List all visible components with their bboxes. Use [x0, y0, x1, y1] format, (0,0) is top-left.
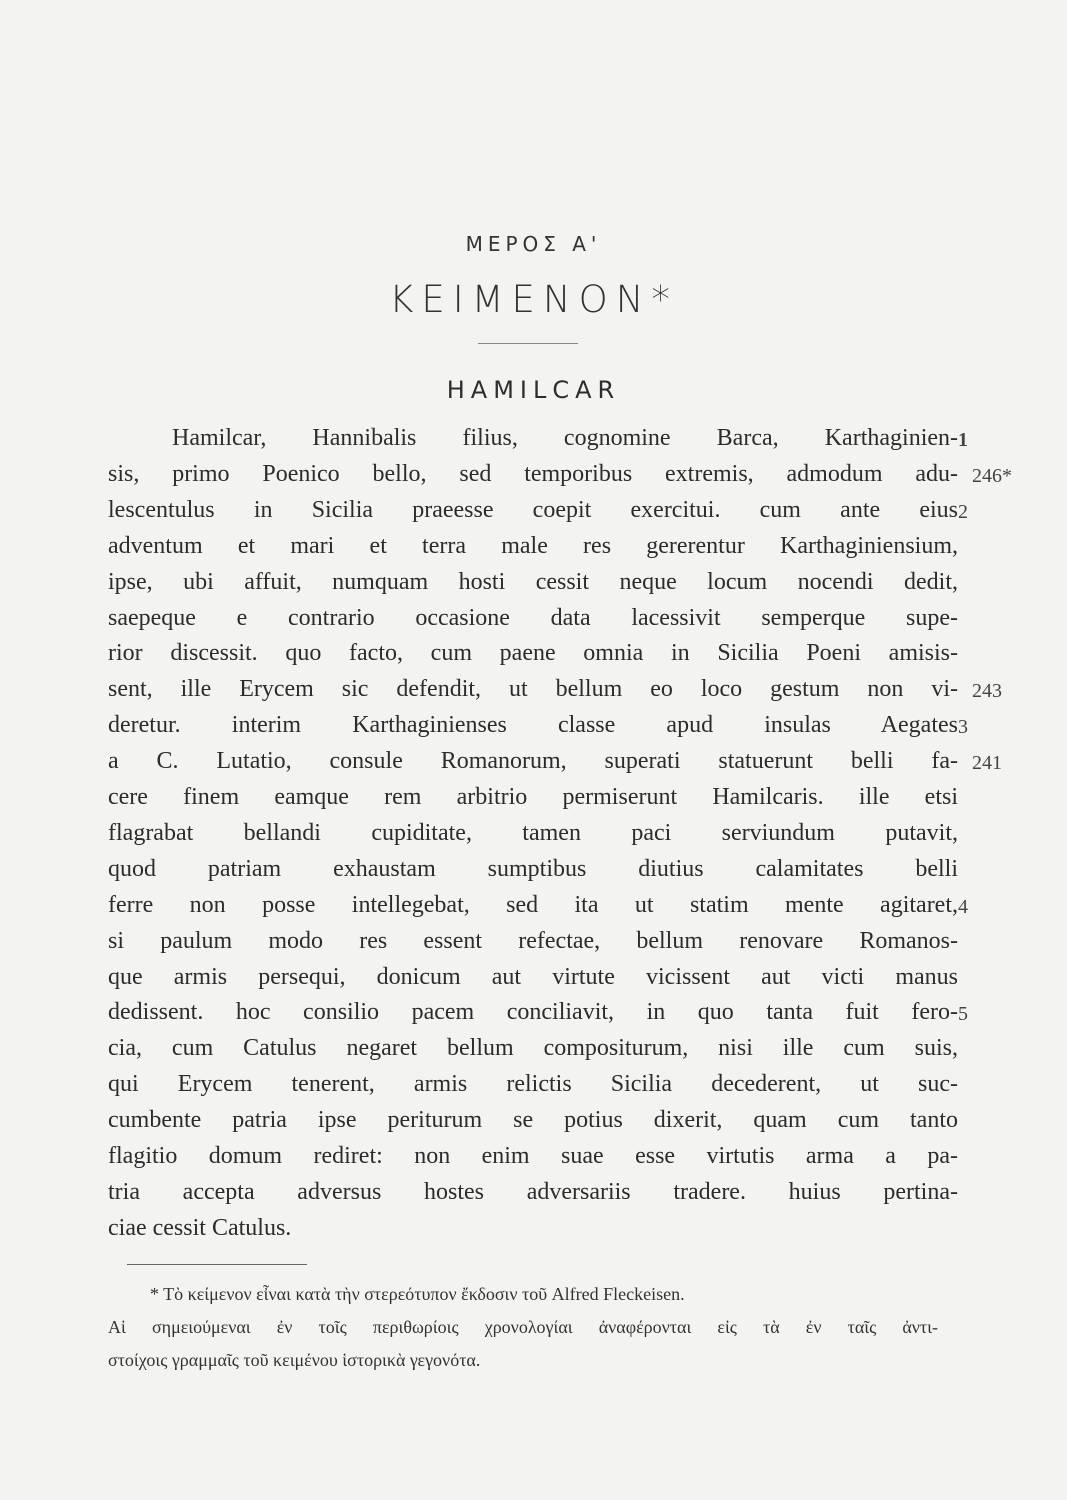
- text-line: deretur. interim Karthaginienses classe apud insulas Aegates: [108, 712, 958, 739]
- chapter-number: 2: [958, 500, 968, 523]
- text-line: Hamilcar, Hannibalis filius, cognomine Barca, Karthaginien-: [172, 425, 958, 451]
- chronology-marker: 243: [972, 680, 1002, 703]
- main-title: ΚΕΙΜΕΝΟΝ*: [389, 278, 678, 321]
- text-line: sis, primo Poenico bello, sed temporibus extremis, admodum adu-: [108, 460, 958, 487]
- chronology-marker: 246*: [972, 464, 1012, 487]
- chapter-number: 1: [958, 429, 968, 451]
- text-line: si paulum modo res essent refectae, bellum renovare Romanos-: [108, 927, 958, 954]
- text-line: quod patriam exhaustam sumptibus diutius calamitates belli: [108, 855, 958, 882]
- part-label: ΜΕΡΟΣ Α': [465, 232, 602, 256]
- footnote-line: * Τὸ κείμενον εἶναι κατὰ τὴν στερεότυπον ἔκδοσιν τοῦ Alfred Fleckeisen.: [150, 1284, 685, 1304]
- text-line: dedissent. hoc consilio pacem conciliavit, in quo tanta fuit fero-: [108, 999, 958, 1026]
- footnote-line: Αἱ σημειούμεναι ἐν τοῖς περιθωρίοις χρονολογίαι ἀναφέρονται εἰς τὰ ἐν ταῖς ἀντι-: [108, 1317, 938, 1337]
- text-line: a C. Lutatio, consule Romanorum, superati statuerunt belli fa-: [108, 748, 958, 775]
- text-line: saepeque e contrario occasione data lacessivit semperque supe-: [108, 604, 958, 631]
- text-line: flagrabat bellandi cupiditate, tamen paci serviundum putavit,: [108, 819, 958, 846]
- title-divider: [478, 343, 578, 344]
- footnote-divider: [127, 1264, 307, 1265]
- text-line: sent, ille Erycem sic defendit, ut bellum eo loco gestum non vi-: [108, 676, 958, 703]
- text-line: flagitio domum rediret: non enim suae esse virtutis arma a pa-: [108, 1143, 958, 1169]
- text-line: lescentulus in Sicilia praeesse coepit exercitui. cum ante eius: [108, 496, 958, 523]
- footnote-line: στοίχοις γραμμαῖς τοῦ κειμένου ἱστορικὰ γεγονότα.: [108, 1350, 481, 1370]
- text-line: qui Erycem tenerent, armis relictis Sicilia decederent, ut suc-: [108, 1071, 958, 1098]
- text-line: tria accepta adversus hostes adversariis tradere. huius pertina-: [108, 1178, 958, 1205]
- text-line: ciae cessit Catulus.: [108, 1214, 292, 1241]
- text-line: cumbente patria ipse periturum se potius dixerit, quam cum tanto: [108, 1107, 958, 1134]
- section-title: HAMILCAR: [446, 376, 621, 404]
- text-line: rior discessit. quo facto, cum paene omnia in Sicilia Poeni amisis-: [108, 640, 958, 667]
- text-line: cia, cum Catulus negaret bellum compositurum, nisi ille cum suis,: [108, 1035, 958, 1062]
- text-line: cere finem eamque rem arbitrio permiserunt Hamilcaris. ille etsi: [108, 784, 958, 810]
- chronology-marker: 241: [972, 752, 1002, 775]
- text-line: adventum et mari et terra male res gererentur Karthaginiensium,: [108, 532, 958, 559]
- chapter-number: 5: [958, 1003, 968, 1026]
- text-line: ipse, ubi affuit, numquam hosti cessit neque locum nocendi dedit,: [108, 568, 958, 595]
- chapter-number: 3: [958, 716, 968, 739]
- text-line: que armis persequi, donicum aut virtute vicissent aut victi manus: [108, 963, 958, 990]
- text-line: ferre non posse intellegebat, sed ita ut statim mente agitaret,: [108, 891, 958, 918]
- chapter-number: 4: [958, 895, 968, 918]
